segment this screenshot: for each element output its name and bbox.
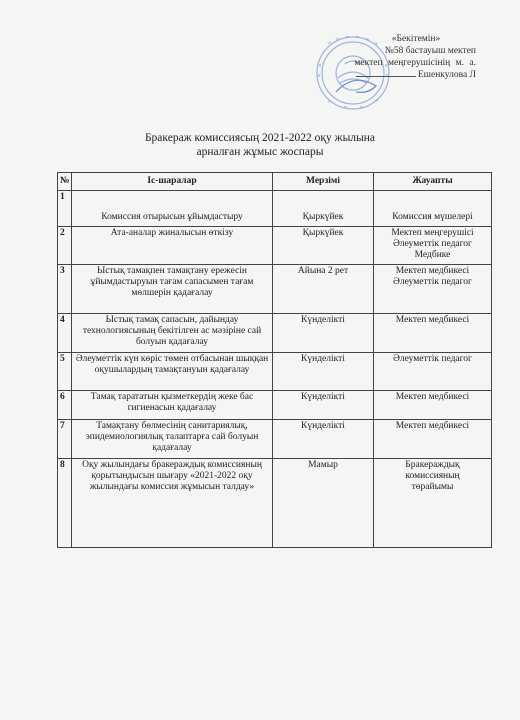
- header-activity: Іс-шаралар: [72, 173, 273, 191]
- row-activity: Комиссия отырысын ұйымдастыру: [72, 191, 273, 227]
- responsible-line: төрайымы: [411, 482, 454, 492]
- row-number: 4: [58, 314, 72, 353]
- table-row: [58, 191, 492, 227]
- row-deadline: Мамыр: [273, 459, 374, 548]
- row-number: 2: [58, 227, 72, 265]
- header-number: №: [58, 173, 72, 191]
- title-line-2: арналған жұмыс жоспары: [196, 146, 324, 158]
- document-title: [0, 131, 520, 159]
- table-row: [58, 353, 492, 391]
- row-responsible: [374, 227, 492, 265]
- row-deadline: Күнделікті: [273, 353, 374, 391]
- responsible-line: Мектеп медбикесі: [395, 266, 470, 276]
- responsible-line: Мектеп медбикесі: [395, 392, 470, 402]
- signature-underline: [356, 76, 416, 77]
- table-row: [58, 459, 492, 548]
- row-number: 5: [58, 353, 72, 391]
- row-activity: Ыстық тамақпен тамақтану ережесін ұйымдастыруын тағам сапасымен тағам мөлшерін қадағалау: [72, 265, 273, 314]
- responsible-line: Мектеп меңгерушісі: [391, 228, 474, 238]
- row-responsible: [374, 265, 492, 314]
- row-responsible: [374, 459, 492, 548]
- responsible-line: Бракераждық: [405, 460, 460, 470]
- row-responsible: [374, 191, 492, 227]
- row-deadline: Күнделікті: [273, 314, 374, 353]
- table-row: [58, 420, 492, 459]
- row-deadline: Қыркүйек: [273, 191, 374, 227]
- table-row: [58, 314, 492, 353]
- row-activity: Тамақтану бөлмесінің санитариялық, эпидемиологиялық талаптарға сай болуын қадағалау: [72, 420, 273, 459]
- row-number: 6: [58, 391, 72, 420]
- responsible-line: Әлеуметтік педагог: [393, 354, 472, 364]
- table-row: [58, 265, 492, 314]
- responsible-line: Медбике: [414, 250, 451, 260]
- row-responsible: [374, 391, 492, 420]
- responsible-line: Комиссия мүшелері: [392, 212, 473, 222]
- approval-heading: «Бекітемін»: [391, 34, 441, 44]
- table-header-row: [58, 173, 492, 191]
- header-deadline: Мерзімі: [273, 173, 374, 191]
- approval-position: мектеп меңгерушісінің м. а.: [354, 58, 476, 68]
- table-row: [58, 391, 492, 420]
- row-responsible: [374, 314, 492, 353]
- approval-signer-name: Ешенкулова Л: [417, 70, 476, 80]
- row-activity: Ыстық тамақ сапасын, дайындау технологиясының бекітілген ас мәзіріне сай болуын қадағалау: [72, 314, 273, 353]
- title-line-1: Бракераж комиссиясың 2021-2022 оқу жылына: [144, 132, 376, 144]
- row-activity: Әлеуметтік күн көріс төмен отбасынан шыққан оқушылардың тамақтануын қадағалау: [72, 353, 273, 391]
- row-responsible: [374, 353, 492, 391]
- row-activity: Тамақ тарататын қызметкердің жеке бас гигиенасын қадағалау: [72, 391, 273, 420]
- row-number: 1: [58, 191, 72, 227]
- row-number: 8: [58, 459, 72, 548]
- row-activity: Ата-аналар жиналысын өткізу: [72, 227, 273, 265]
- approval-block: [316, 33, 476, 81]
- table-row: [58, 227, 492, 265]
- responsible-line: Әлеуметтік педагог: [393, 277, 472, 287]
- approval-signature-line: [316, 69, 476, 81]
- row-deadline: Айына 2 рет: [273, 265, 374, 314]
- row-deadline: Қыркүйек: [273, 227, 374, 265]
- row-activity: Оқу жылындағы бракераждық комиссияның қорытындысын шығару «2021-2022 оқу жылындағы комиссия жұмысын талдау»: [72, 459, 273, 548]
- row-deadline: Күнделікті: [273, 391, 374, 420]
- responsible-line: Әлеуметтік педагог: [393, 239, 472, 249]
- row-number: 7: [58, 420, 72, 459]
- responsible-line: Мектеп медбикесі: [395, 421, 470, 431]
- header-responsible: Жауапты: [374, 173, 492, 191]
- row-responsible: [374, 420, 492, 459]
- row-number: 3: [58, 265, 72, 314]
- responsible-line: комиссияның: [405, 471, 460, 481]
- work-plan-table: [57, 172, 492, 548]
- approval-school: №58 бастауыш мектеп: [384, 46, 476, 56]
- responsible-line: Мектеп медбикесі: [395, 315, 470, 325]
- row-deadline: Күнделікті: [273, 420, 374, 459]
